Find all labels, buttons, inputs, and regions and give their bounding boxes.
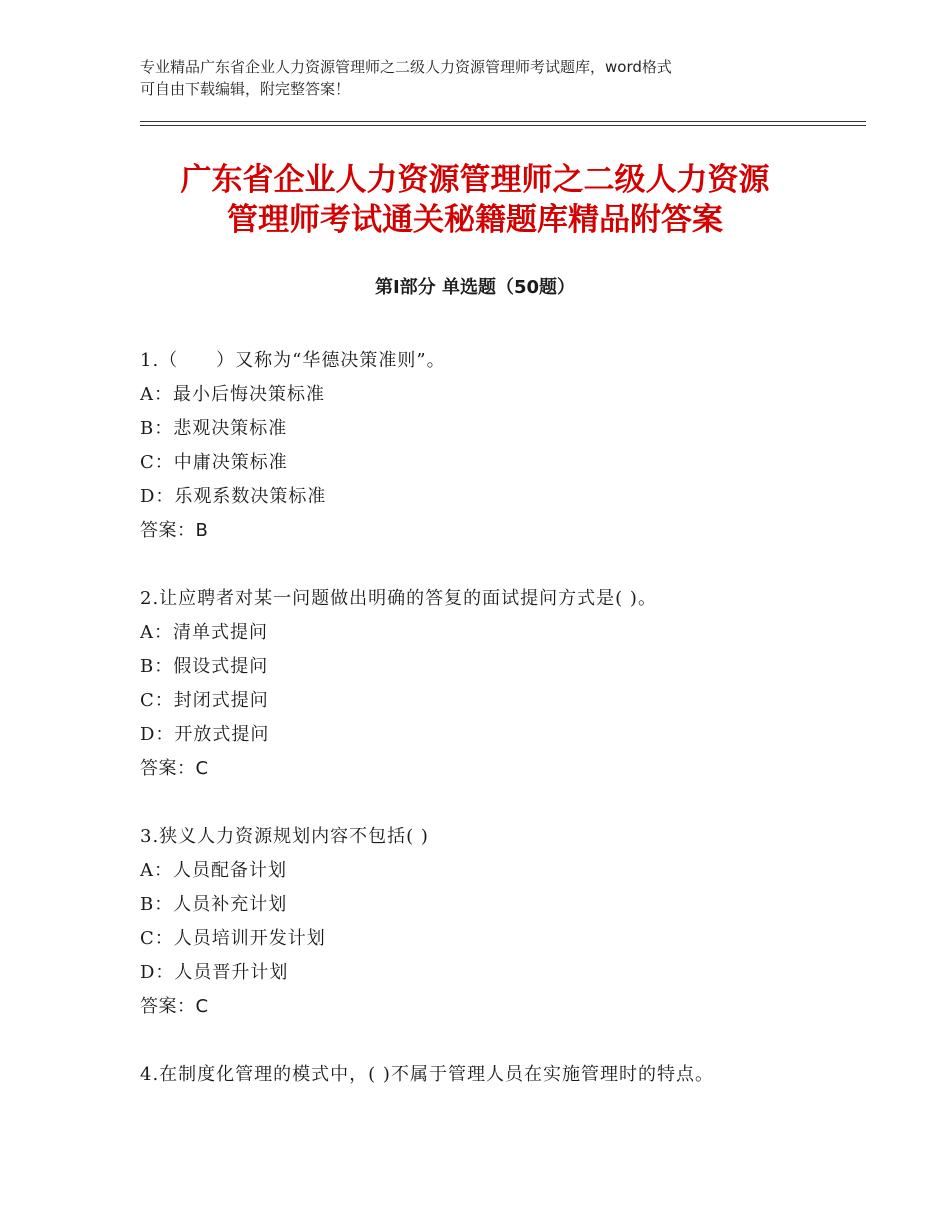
- question-stem: 4.在制度化管理的模式中，( )不属于管理人员在实施管理时的特点。: [140, 1064, 714, 1085]
- option-c: C：中庸决策标准: [140, 452, 288, 473]
- question-stem: 1.（ ）又称为“华德决策准则”。: [140, 350, 446, 371]
- question-stem: 3.狭义人力资源规划内容不包括( ): [140, 826, 429, 847]
- header-note-line1: 专业精品广东省企业人力资源管理师之二级人力资源管理师考试题库，word格式: [140, 58, 672, 76]
- section-title: 第Ⅰ部分 单选题（50题）: [374, 277, 575, 298]
- header-divider: [140, 121, 866, 126]
- document-title-line1: 广东省企业人力资源管理师之二级人力资源: [180, 162, 770, 198]
- option-d: D：开放式提问: [140, 724, 270, 745]
- option-a: A：人员配备计划: [140, 860, 287, 881]
- option-c: C：人员培训开发计划: [140, 928, 326, 949]
- answer: 答案：C: [140, 758, 209, 779]
- question-2: [140, 582, 840, 786]
- option-b: B：悲观决策标准: [140, 418, 288, 439]
- answer: 答案：C: [140, 996, 209, 1017]
- header-note: [140, 56, 820, 100]
- question-4: [140, 1058, 840, 1092]
- option-a: A：最小后悔决策标准: [140, 384, 325, 405]
- option-d: D：人员晋升计划: [140, 962, 289, 983]
- answer: 答案：B: [140, 520, 209, 541]
- document-title-line2: 管理师考试通关秘籍题库精品附答案: [227, 202, 723, 238]
- question-stem: 2.让应聘者对某一问题做出明确的答复的面试提问方式是( )。: [140, 588, 657, 609]
- option-a: A：清单式提问: [140, 622, 268, 643]
- option-b: B：假设式提问: [140, 656, 269, 677]
- option-c: C：封闭式提问: [140, 690, 269, 711]
- option-b: B：人员补充计划: [140, 894, 288, 915]
- question-1: [140, 344, 840, 548]
- option-d: D：乐观系数决策标准: [140, 486, 327, 507]
- document-title: [100, 160, 850, 240]
- question-3: [140, 820, 840, 1024]
- header-note-line2: 可自由下载编辑，附完整答案！: [140, 80, 351, 98]
- question-list: [140, 344, 840, 1126]
